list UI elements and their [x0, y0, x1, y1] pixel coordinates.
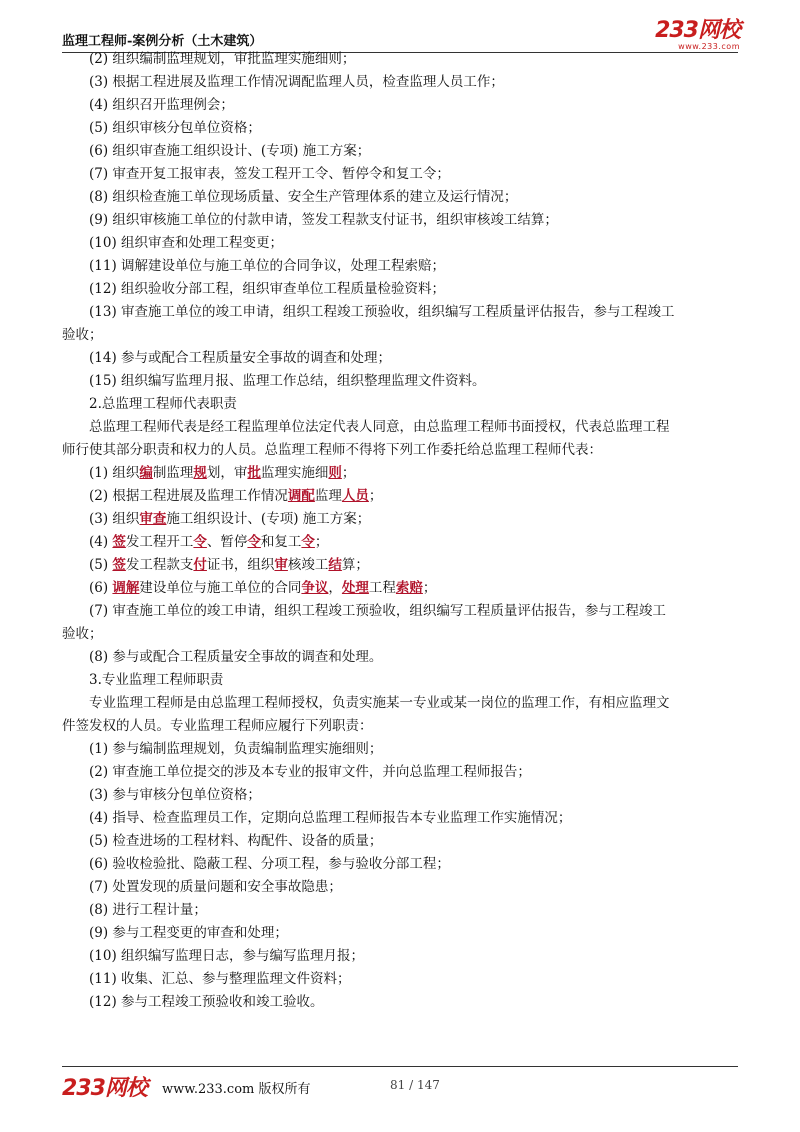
highlight-keyword: 索赔 — [395, 580, 423, 596]
text-segment: (12) 组织验收分部工程，组织审查单位工程质量检验资料； — [89, 281, 446, 297]
text-line — [62, 761, 738, 784]
text-line — [62, 255, 738, 278]
text-segment: (8) 组织检查施工单位现场质量、安全生产管理体系的建立及运行情况； — [89, 189, 518, 205]
text-line — [62, 186, 738, 209]
text-segment: 监理实施细 — [260, 465, 329, 481]
text-segment: 件签发权的人员。专业监理工程师应履行下列职责： — [62, 718, 373, 734]
text-segment: 2.总监理工程师代表职责 — [89, 396, 237, 412]
text-segment: 3.专业监理工程师职责 — [89, 672, 224, 688]
text-segment: 工程 — [368, 580, 396, 596]
text-line — [62, 669, 738, 692]
text-segment: (11) 调解建设单位与施工单位的合同争议，处理工程索赔； — [89, 258, 446, 274]
text-segment: (6) — [89, 580, 113, 596]
text-segment: 、暂停 — [206, 534, 248, 550]
text-segment: 师行使其部分职责和权力的人员。总监理工程师不得将下列工作委托给总监理工程师代表： — [62, 442, 602, 458]
text-line — [62, 71, 738, 94]
brand-logo — [655, 20, 740, 51]
text-line — [62, 416, 738, 439]
text-segment: 专业监理工程师是由总监理工程师授权，负责实施某一专业或某一岗位的监理工作，有相应监理文 — [89, 695, 670, 711]
text-line — [62, 94, 738, 117]
text-segment: (7) 审查开复工报审表，签发工程开工令、暂停令和复工令； — [89, 166, 450, 182]
text-line — [62, 117, 738, 140]
text-line — [62, 508, 738, 531]
highlight-keyword: 调解 — [112, 580, 140, 596]
text-segment: (4) 组织召开监理例会； — [89, 97, 234, 113]
text-segment: ； — [422, 580, 437, 596]
text-segment: (14) 参与或配合工程质量安全事故的调查和处理； — [89, 350, 392, 366]
text-segment: (7) 审查施工单位的竣工申请，组织工程竣工预验收，组织编写工程质量评估报告，参与工程竣工 — [89, 603, 666, 619]
text-segment: (13) 审查施工单位的竣工申请，组织工程竣工预验收，组织编写工程质量评估报告，参与工程竣工 — [89, 304, 675, 320]
text-line — [62, 922, 738, 945]
text-segment: (15) 组织编写监理月报、监理工作总结，组织整理监理文件资料。 — [89, 373, 486, 389]
text-line — [62, 301, 738, 324]
text-line — [62, 715, 738, 738]
text-segment: (3) 参与审核分包单位资格； — [89, 787, 261, 803]
footer-divider — [62, 1066, 738, 1067]
text-segment: 划，审 — [206, 465, 248, 481]
highlight-keyword: 付 — [193, 557, 207, 573]
text-segment: ； — [341, 465, 356, 481]
text-segment: 建设单位与施工单位的合同 — [139, 580, 302, 596]
text-segment: 核竣工 — [287, 557, 329, 573]
text-line — [62, 370, 738, 393]
text-line — [62, 485, 738, 508]
text-segment: (1) 参与编制监理规划，负责编制监理实施细则； — [89, 741, 383, 757]
footer-logo: 233网校 — [62, 1076, 147, 1101]
text-segment: (8) 进行工程计量； — [89, 902, 207, 918]
text-segment: (11) 收集、汇总、参与整理监理文件资料； — [89, 971, 351, 987]
highlight-keyword: 争议 — [301, 580, 329, 596]
text-segment: ； — [314, 534, 329, 550]
highlight-keyword: 批 — [247, 465, 261, 481]
text-line — [62, 232, 738, 255]
text-line — [62, 531, 738, 554]
text-segment: 验收； — [62, 327, 103, 343]
text-segment: 和复工 — [260, 534, 302, 550]
text-line — [62, 876, 738, 899]
highlight-keyword: 结 — [328, 557, 342, 573]
highlight-keyword: 签 — [112, 557, 126, 573]
text-line — [62, 140, 738, 163]
text-segment: 监理 — [314, 488, 342, 504]
text-line — [62, 439, 738, 462]
text-line — [62, 278, 738, 301]
text-segment: (8) 参与或配合工程质量安全事故的调查和处理。 — [89, 649, 383, 665]
text-segment: (9) 组织审核施工单位的付款申请，签发工程款支付证书，组织审核竣工结算； — [89, 212, 558, 228]
text-line — [62, 347, 738, 370]
text-segment: (2) 组织编制监理规划，审批监理实施细则； — [89, 51, 356, 67]
text-segment: ， — [328, 580, 342, 596]
text-segment: ； — [368, 488, 383, 504]
text-line — [62, 393, 738, 416]
text-line — [62, 807, 738, 830]
text-segment: (2) 根据工程进展及监理工作情况 — [89, 488, 288, 504]
text-line — [62, 646, 738, 669]
text-segment: 发工程款支 — [125, 557, 194, 573]
text-line — [62, 692, 738, 715]
text-segment: 施工组织设计、(专项) 施工方案； — [166, 511, 371, 527]
highlight-keyword: 则 — [328, 465, 342, 481]
highlight-keyword: 审 — [274, 557, 288, 573]
highlight-keyword: 编 — [139, 465, 153, 481]
document-body — [62, 48, 738, 1014]
highlight-keyword: 规 — [193, 465, 207, 481]
text-line — [62, 899, 738, 922]
text-segment: (3) 根据工程进展及监理工作情况调配监理人员，检查监理人员工作； — [89, 74, 504, 90]
text-line — [62, 968, 738, 991]
text-line — [62, 48, 738, 71]
text-segment: (12) 参与工程竣工预验收和竣工验收。 — [89, 994, 324, 1010]
text-line — [62, 830, 738, 853]
text-segment: (5) 检查进场的工程材料、构配件、设备的质量； — [89, 833, 383, 849]
text-line — [62, 554, 738, 577]
text-segment: 算； — [341, 557, 369, 573]
text-segment: 总监理工程师代表是经工程监理单位法定代表人同意，由总监理工程师书面授权，代表总监理工程 — [89, 419, 670, 435]
text-segment: 证书，组织 — [206, 557, 275, 573]
text-segment: (7) 处置发现的质量问题和安全事故隐患； — [89, 879, 342, 895]
text-line — [62, 623, 738, 646]
text-segment: (10) 组织编写监理日志，参与编写监理月报； — [89, 948, 365, 964]
text-segment: 制监理 — [152, 465, 194, 481]
text-line — [62, 577, 738, 600]
page-number: 81 / 147 — [390, 1078, 440, 1092]
text-line — [62, 991, 738, 1014]
highlight-keyword: 令 — [247, 534, 261, 550]
text-line — [62, 324, 738, 347]
logo-text: 233网校 — [655, 18, 740, 43]
text-line — [62, 163, 738, 186]
text-segment: (5) 组织审核分包单位资格； — [89, 120, 261, 136]
text-line — [62, 600, 738, 623]
text-line — [62, 945, 738, 968]
text-line — [62, 462, 738, 485]
logo-url: www.233.com — [678, 42, 740, 51]
text-line — [62, 853, 738, 876]
text-line — [62, 738, 738, 761]
text-segment: (6) 验收检验批、隐蔽工程、分项工程，参与验收分部工程； — [89, 856, 450, 872]
text-segment: 发工程开工 — [125, 534, 194, 550]
text-segment: (1) 组织 — [89, 465, 140, 481]
text-segment: (9) 参与工程变更的审查和处理； — [89, 925, 288, 941]
highlight-keyword: 签 — [112, 534, 126, 550]
text-segment: (4) — [89, 534, 113, 550]
text-segment: (10) 组织审查和处理工程变更； — [89, 235, 284, 251]
highlight-keyword: 调配 — [287, 488, 315, 504]
highlight-keyword: 人员 — [341, 488, 369, 504]
highlight-keyword: 令 — [301, 534, 315, 550]
header-title: 监理工程师-案例分析（土木建筑） — [62, 34, 263, 49]
text-segment: (4) 指导、检查监理员工作，定期向总监理工程师报告本专业监理工作实施情况； — [89, 810, 572, 826]
highlight-keyword: 处理 — [341, 580, 369, 596]
text-segment: (6) 组织审查施工组织设计、(专项) 施工方案； — [89, 143, 371, 159]
text-segment: (5) — [89, 557, 113, 573]
highlight-keyword: 令 — [193, 534, 207, 550]
text-segment: (3) 组织 — [89, 511, 140, 527]
text-segment: 验收； — [62, 626, 103, 642]
text-line — [62, 209, 738, 232]
text-segment: (2) 审查施工单位提交的涉及本专业的报审文件，并向总监理工程师报告； — [89, 764, 531, 780]
footer-copyright: www.233.com 版权所有 — [162, 1082, 311, 1097]
text-line — [62, 784, 738, 807]
highlight-keyword: 审查 — [139, 511, 167, 527]
